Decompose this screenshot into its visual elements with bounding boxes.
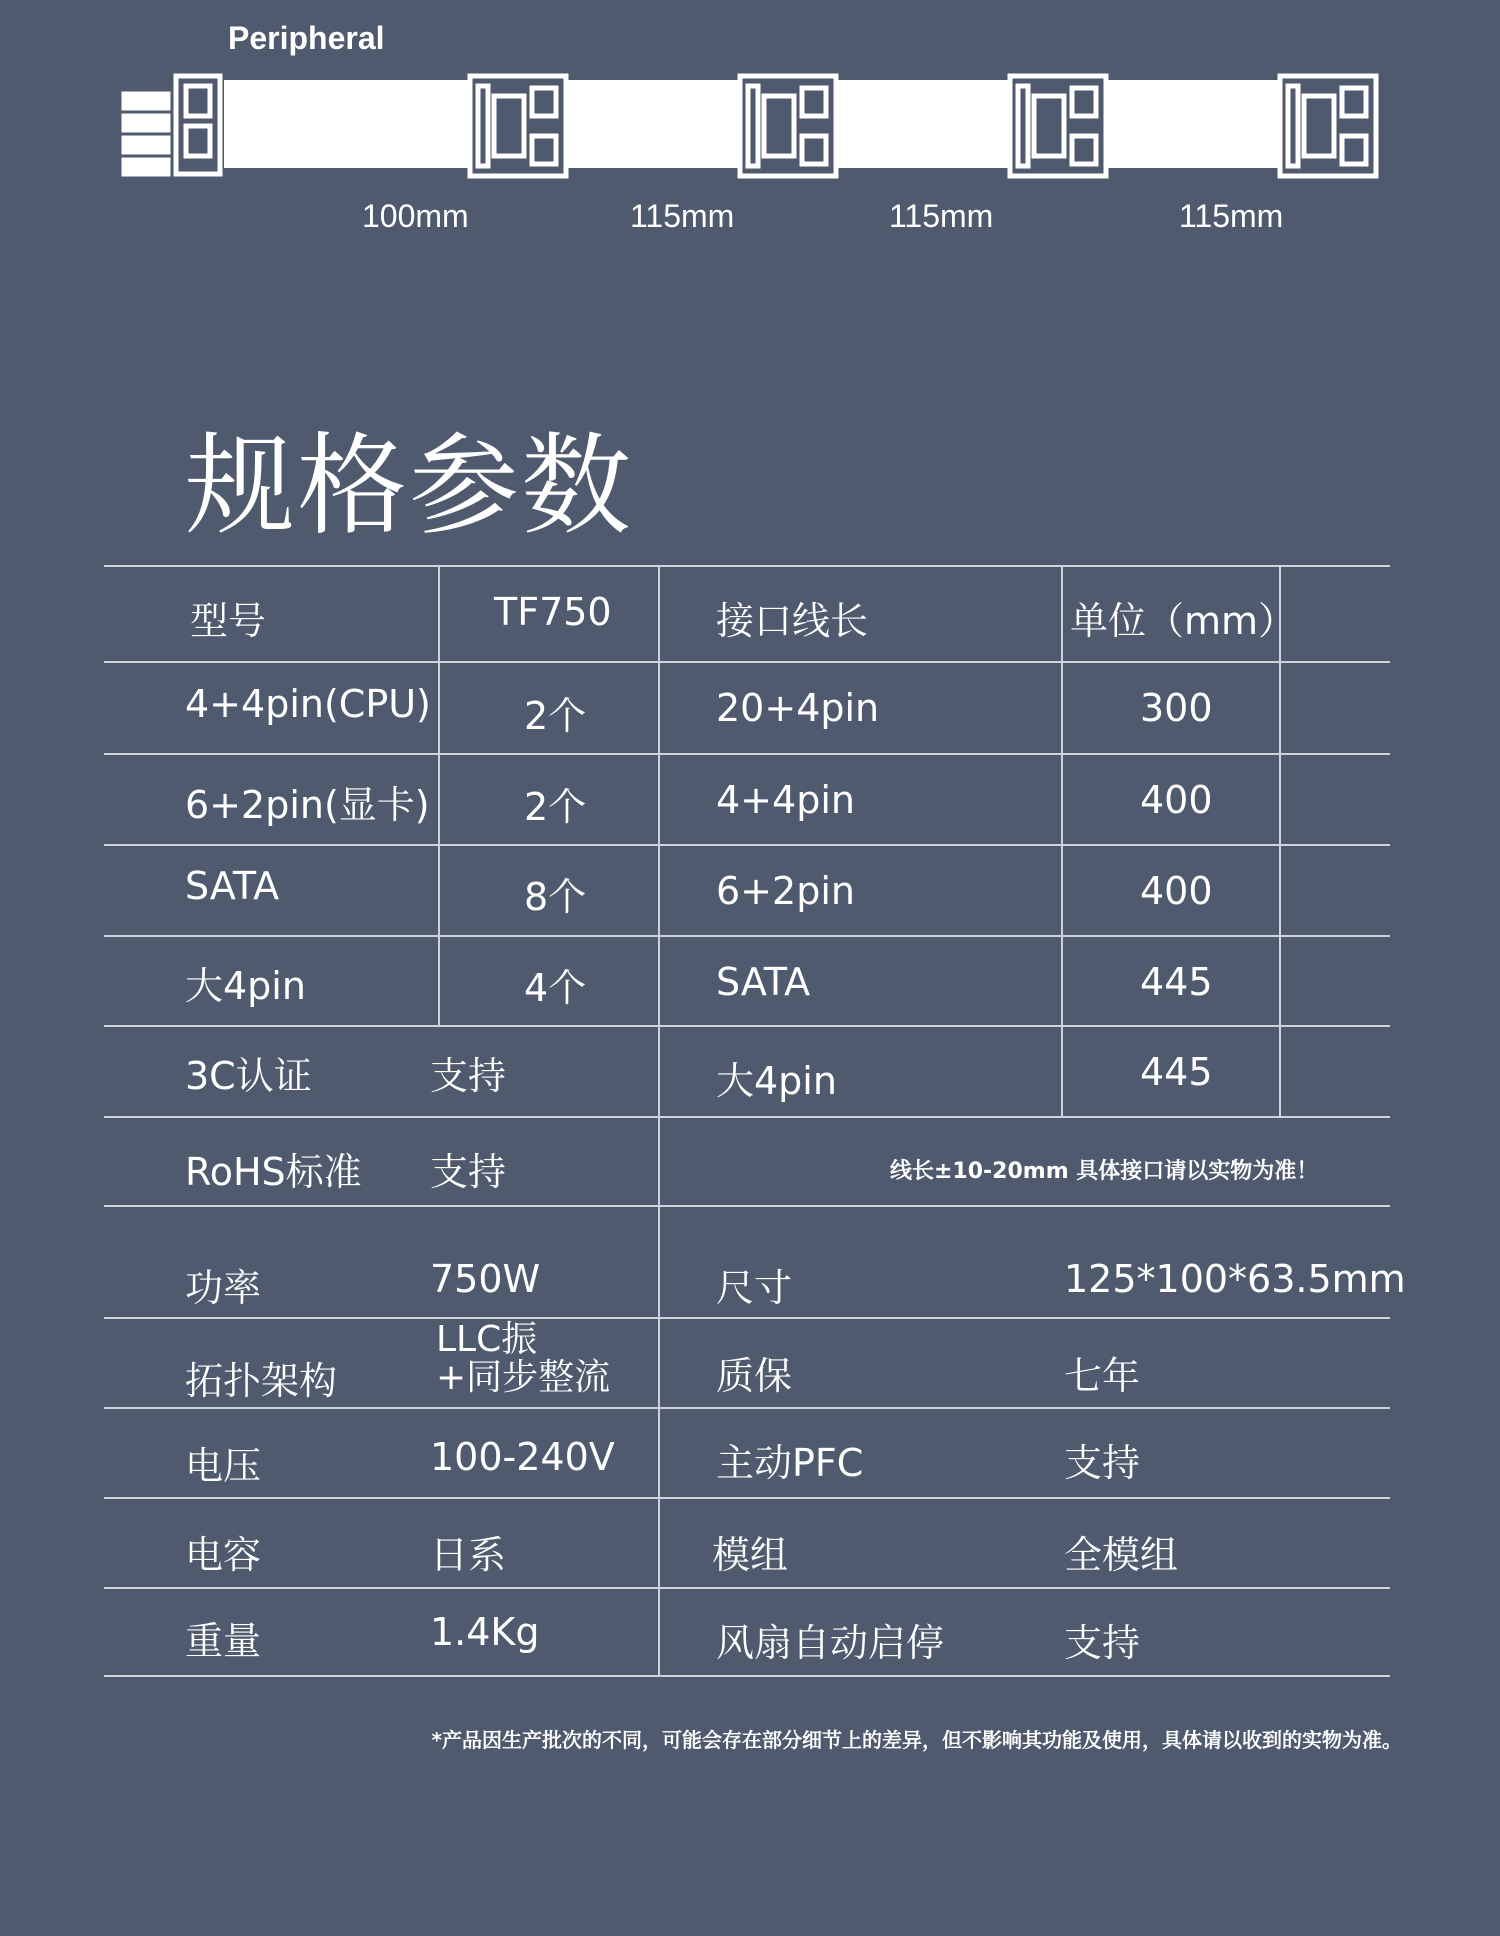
table-column-divider	[1061, 566, 1063, 1116]
table-divider	[104, 1025, 1390, 1027]
row-4-count: 4个	[524, 966, 587, 1010]
weight-label: 重量	[185, 1619, 262, 1663]
voltage-label: 电压	[185, 1444, 262, 1488]
fan-stop-label: 风扇自动启停	[716, 1621, 945, 1665]
power-label: 功率	[185, 1266, 262, 1310]
header-model-label: 型号	[190, 599, 267, 643]
cert-3c-value: 支持	[430, 1054, 507, 1098]
cable-segment-1	[224, 80, 468, 168]
cable-length-3: 115mm	[889, 198, 994, 234]
molex-connector-icon-2	[740, 76, 836, 176]
topology-value	[436, 1321, 610, 1397]
rohs-value: 支持	[430, 1150, 507, 1194]
cert-3c-label: 3C认证	[185, 1054, 312, 1098]
molex-connector-icon-3	[1010, 76, 1106, 176]
row-3-cable: 6+2pin	[716, 869, 855, 913]
table-column-divider	[658, 566, 660, 1676]
pfc-label: 主动PFC	[716, 1441, 864, 1485]
row-3-length: 400	[1140, 869, 1213, 913]
cable-segment-2	[568, 80, 738, 168]
topology-value-line-1: LLC振	[436, 1319, 538, 1360]
table-column-divider	[438, 566, 440, 1026]
topology-value-line-2: +同步整流	[436, 1357, 611, 1398]
molex-connector-icon-1	[470, 76, 566, 176]
row-4-connector: 大4pin	[185, 964, 306, 1008]
table-divider	[104, 935, 1390, 937]
row-3-connector: SATA	[185, 864, 280, 908]
warranty-label: 质保	[716, 1354, 793, 1398]
capacitor-label: 电容	[185, 1533, 262, 1577]
cable-segment-3	[838, 80, 1008, 168]
modular-value: 全模组	[1064, 1533, 1179, 1577]
row-3-count: 8个	[524, 875, 587, 919]
psu-connector-icon	[124, 76, 220, 174]
peripheral-cable-diagram	[120, 70, 1380, 180]
table-column-divider	[1279, 566, 1281, 1116]
cable-segment-4	[1108, 80, 1278, 168]
modular-label: 模组	[712, 1533, 789, 1577]
cable-length-note: 线长±10-20mm 具体接口请以实物为准！	[890, 1159, 1319, 1184]
row-5-cable: 大4pin	[716, 1059, 837, 1103]
row-4-cable: SATA	[716, 960, 811, 1004]
disclaimer-footnote: *产品因生产批次的不同，可能会存在部分细节上的差异，但不影响其功能及使用，具体请以收到的实物为准。	[431, 1728, 1402, 1752]
table-divider	[104, 1116, 1390, 1118]
table-divider	[104, 1497, 1390, 1499]
table-divider	[104, 1407, 1390, 1409]
warranty-value: 七年	[1064, 1354, 1141, 1398]
capacitor-value: 日系	[430, 1533, 507, 1577]
row-1-cable: 20+4pin	[716, 686, 880, 730]
table-divider	[104, 1587, 1390, 1589]
page-title: 规格参数	[185, 422, 633, 550]
table-divider	[104, 1675, 1390, 1677]
row-4-length: 445	[1140, 960, 1213, 1004]
voltage-value: 100-240V	[430, 1435, 615, 1479]
header-model-value: TF750	[494, 590, 612, 634]
pfc-value: 支持	[1064, 1441, 1141, 1485]
row-1-connector: 4+4pin(CPU)	[185, 682, 431, 726]
power-value: 750W	[430, 1257, 541, 1301]
table-divider	[104, 661, 1390, 663]
header-unit: 单位（mm）	[1070, 599, 1297, 643]
row-1-length: 300	[1140, 686, 1213, 730]
cable-length-2: 115mm	[630, 198, 735, 234]
row-5-length: 445	[1140, 1050, 1213, 1094]
row-2-length: 400	[1140, 778, 1213, 822]
size-label: 尺寸	[716, 1266, 793, 1310]
rohs-label: RoHS标准	[185, 1150, 362, 1194]
header-cable-length: 接口线长	[716, 599, 869, 643]
table-divider	[104, 753, 1390, 755]
row-2-count: 2个	[524, 785, 587, 829]
weight-value: 1.4Kg	[430, 1610, 540, 1654]
table-divider	[104, 844, 1390, 846]
fan-stop-value: 支持	[1064, 1621, 1141, 1665]
molex-connector-icon-4	[1280, 76, 1376, 176]
cable-length-1: 100mm	[362, 198, 469, 234]
size-value: 125*100*63.5mm	[1064, 1257, 1406, 1301]
table-divider	[104, 1317, 1390, 1319]
topology-label: 拓扑架构	[185, 1359, 338, 1403]
row-1-count: 2个	[524, 694, 587, 738]
table-divider	[104, 565, 1390, 567]
cable-length-4: 115mm	[1179, 198, 1284, 234]
cable-title: Peripheral	[228, 20, 385, 56]
row-2-cable: 4+4pin	[716, 778, 855, 822]
table-divider	[104, 1205, 1390, 1207]
row-2-connector: 6+2pin(显卡)	[185, 783, 430, 827]
